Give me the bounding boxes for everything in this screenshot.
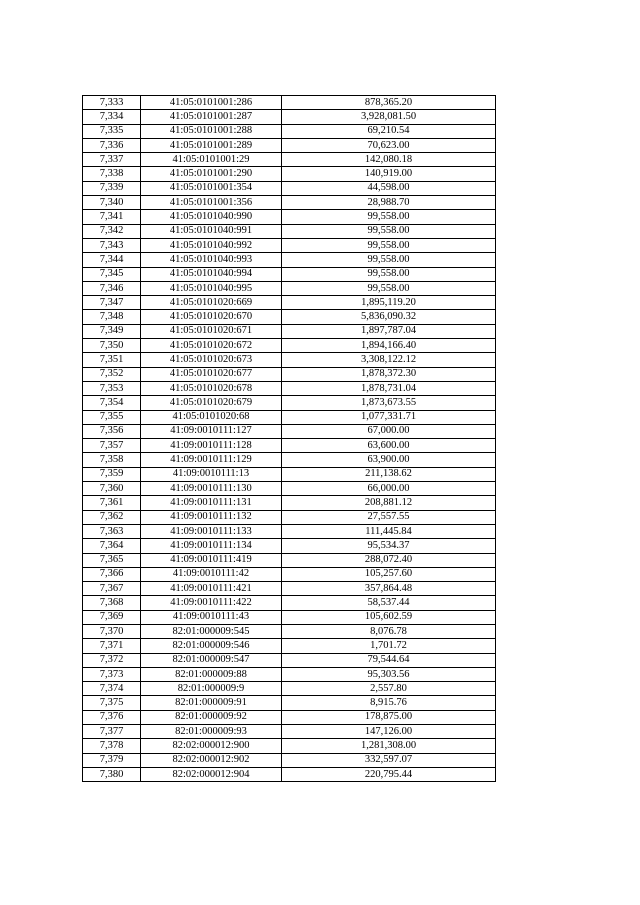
value-cell: 1,701.72 bbox=[282, 639, 496, 653]
cadastral-number-cell: 82:02:000012:900 bbox=[141, 739, 282, 753]
row-number-cell: 7,334 bbox=[83, 110, 141, 124]
cadastral-number-cell: 41:05:0101020:672 bbox=[141, 339, 282, 353]
row-number-cell: 7,346 bbox=[83, 281, 141, 295]
row-number-cell: 7,340 bbox=[83, 196, 141, 210]
cadastral-number-cell: 41:09:0010111:421 bbox=[141, 582, 282, 596]
cadastral-number-cell: 41:09:0010111:134 bbox=[141, 539, 282, 553]
value-cell: 95,303.56 bbox=[282, 667, 496, 681]
value-cell: 1,895,119.20 bbox=[282, 296, 496, 310]
table-row bbox=[83, 639, 496, 653]
value-cell: 2,557.80 bbox=[282, 682, 496, 696]
table-row bbox=[83, 196, 496, 210]
value-cell: 878,365.20 bbox=[282, 96, 496, 110]
row-number-cell: 7,347 bbox=[83, 296, 141, 310]
cadastral-number-cell: 41:09:0010111:131 bbox=[141, 496, 282, 510]
value-cell: 99,558.00 bbox=[282, 253, 496, 267]
cadastral-number-cell: 41:05:0101001:288 bbox=[141, 124, 282, 138]
table-row bbox=[83, 524, 496, 538]
row-number-cell: 7,348 bbox=[83, 310, 141, 324]
row-number-cell: 7,337 bbox=[83, 153, 141, 167]
row-number-cell: 7,356 bbox=[83, 424, 141, 438]
table-row bbox=[83, 653, 496, 667]
row-number-cell: 7,343 bbox=[83, 238, 141, 252]
cadastral-number-cell: 41:09:0010111:129 bbox=[141, 453, 282, 467]
row-number-cell: 7,360 bbox=[83, 482, 141, 496]
table-row bbox=[83, 181, 496, 195]
table-row bbox=[83, 381, 496, 395]
row-number-cell: 7,333 bbox=[83, 96, 141, 110]
row-number-cell: 7,350 bbox=[83, 339, 141, 353]
cadastral-number-cell: 41:09:0010111:422 bbox=[141, 596, 282, 610]
cadastral-number-cell: 41:05:0101001:286 bbox=[141, 96, 282, 110]
table-row bbox=[83, 138, 496, 152]
value-cell: 99,558.00 bbox=[282, 224, 496, 238]
value-cell: 5,836,090.32 bbox=[282, 310, 496, 324]
value-cell: 99,558.00 bbox=[282, 210, 496, 224]
row-number-cell: 7,378 bbox=[83, 739, 141, 753]
row-number-cell: 7,352 bbox=[83, 367, 141, 381]
cadastral-number-cell: 41:09:0010111:127 bbox=[141, 424, 282, 438]
cadastral-number-cell: 41:05:0101001:356 bbox=[141, 196, 282, 210]
cadastral-number-cell: 82:01:000009:545 bbox=[141, 624, 282, 638]
value-cell: 8,076.78 bbox=[282, 624, 496, 638]
value-cell: 44,598.00 bbox=[282, 181, 496, 195]
table-row bbox=[83, 253, 496, 267]
row-number-cell: 7,371 bbox=[83, 639, 141, 653]
value-cell: 99,558.00 bbox=[282, 281, 496, 295]
cadastral-number-cell: 41:05:0101040:995 bbox=[141, 281, 282, 295]
row-number-cell: 7,339 bbox=[83, 181, 141, 195]
table-row bbox=[83, 210, 496, 224]
cadastral-number-cell: 82:01:000009:546 bbox=[141, 639, 282, 653]
table-row bbox=[83, 238, 496, 252]
value-cell: 1,873,673.55 bbox=[282, 396, 496, 410]
table-row bbox=[83, 324, 496, 338]
row-number-cell: 7,373 bbox=[83, 667, 141, 681]
table-row bbox=[83, 396, 496, 410]
value-cell: 99,558.00 bbox=[282, 238, 496, 252]
cadastral-number-cell: 41:09:0010111:13 bbox=[141, 467, 282, 481]
value-cell: 357,864.48 bbox=[282, 582, 496, 596]
value-cell: 3,928,081.50 bbox=[282, 110, 496, 124]
row-number-cell: 7,359 bbox=[83, 467, 141, 481]
table-row bbox=[83, 110, 496, 124]
cadastral-number-cell: 82:02:000012:904 bbox=[141, 767, 282, 781]
cadastral-number-cell: 41:05:0101020:679 bbox=[141, 396, 282, 410]
value-cell: 66,000.00 bbox=[282, 482, 496, 496]
cadastral-number-cell: 82:01:000009:9 bbox=[141, 682, 282, 696]
value-cell: 70,623.00 bbox=[282, 138, 496, 152]
table-row bbox=[83, 424, 496, 438]
row-number-cell: 7,369 bbox=[83, 610, 141, 624]
row-number-cell: 7,361 bbox=[83, 496, 141, 510]
cadastral-number-cell: 41:09:0010111:419 bbox=[141, 553, 282, 567]
value-cell: 95,534.37 bbox=[282, 539, 496, 553]
row-number-cell: 7,353 bbox=[83, 381, 141, 395]
table-row bbox=[83, 567, 496, 581]
table-row bbox=[83, 725, 496, 739]
value-cell: 69,210.54 bbox=[282, 124, 496, 138]
value-cell: 105,602.59 bbox=[282, 610, 496, 624]
cadastral-number-cell: 41:09:0010111:128 bbox=[141, 439, 282, 453]
table-row bbox=[83, 353, 496, 367]
table-row bbox=[83, 482, 496, 496]
table-row bbox=[83, 267, 496, 281]
table-row bbox=[83, 596, 496, 610]
row-number-cell: 7,375 bbox=[83, 696, 141, 710]
value-cell: 1,897,787.04 bbox=[282, 324, 496, 338]
cadastral-number-cell: 41:09:0010111:43 bbox=[141, 610, 282, 624]
value-cell: 63,900.00 bbox=[282, 453, 496, 467]
value-cell: 105,257.60 bbox=[282, 567, 496, 581]
row-number-cell: 7,351 bbox=[83, 353, 141, 367]
value-cell: 208,881.12 bbox=[282, 496, 496, 510]
cadastral-number-cell: 41:05:0101001:289 bbox=[141, 138, 282, 152]
row-number-cell: 7,370 bbox=[83, 624, 141, 638]
table-body bbox=[83, 96, 496, 782]
value-cell: 28,988.70 bbox=[282, 196, 496, 210]
value-cell: 211,138.62 bbox=[282, 467, 496, 481]
table-row bbox=[83, 496, 496, 510]
data-table bbox=[82, 95, 496, 782]
cadastral-number-cell: 41:05:0101001:290 bbox=[141, 167, 282, 181]
row-number-cell: 7,374 bbox=[83, 682, 141, 696]
cadastral-number-cell: 41:05:0101040:994 bbox=[141, 267, 282, 281]
cadastral-number-cell: 41:09:0010111:132 bbox=[141, 510, 282, 524]
table-row bbox=[83, 224, 496, 238]
value-cell: 99,558.00 bbox=[282, 267, 496, 281]
value-cell: 1,894,166.40 bbox=[282, 339, 496, 353]
value-cell: 178,875.00 bbox=[282, 710, 496, 724]
value-cell: 27,557.55 bbox=[282, 510, 496, 524]
row-number-cell: 7,362 bbox=[83, 510, 141, 524]
table-row bbox=[83, 767, 496, 781]
table-row bbox=[83, 153, 496, 167]
cadastral-number-cell: 41:05:0101020:673 bbox=[141, 353, 282, 367]
row-number-cell: 7,336 bbox=[83, 138, 141, 152]
row-number-cell: 7,355 bbox=[83, 410, 141, 424]
row-number-cell: 7,357 bbox=[83, 439, 141, 453]
table-row bbox=[83, 739, 496, 753]
value-cell: 332,597.07 bbox=[282, 753, 496, 767]
table-row bbox=[83, 624, 496, 638]
row-number-cell: 7,376 bbox=[83, 710, 141, 724]
row-number-cell: 7,335 bbox=[83, 124, 141, 138]
table-row bbox=[83, 367, 496, 381]
row-number-cell: 7,341 bbox=[83, 210, 141, 224]
value-cell: 1,077,331.71 bbox=[282, 410, 496, 424]
row-number-cell: 7,379 bbox=[83, 753, 141, 767]
cadastral-number-cell: 41:05:0101001:29 bbox=[141, 153, 282, 167]
row-number-cell: 7,366 bbox=[83, 567, 141, 581]
value-cell: 79,544.64 bbox=[282, 653, 496, 667]
value-cell: 142,080.18 bbox=[282, 153, 496, 167]
value-cell: 1,281,308.00 bbox=[282, 739, 496, 753]
table-row bbox=[83, 124, 496, 138]
value-cell: 3,308,122.12 bbox=[282, 353, 496, 367]
table-row bbox=[83, 281, 496, 295]
cadastral-number-cell: 41:05:0101040:990 bbox=[141, 210, 282, 224]
cadastral-number-cell: 41:05:0101001:354 bbox=[141, 181, 282, 195]
cadastral-number-cell: 41:05:0101020:670 bbox=[141, 310, 282, 324]
cadastral-number-cell: 41:05:0101020:678 bbox=[141, 381, 282, 395]
row-number-cell: 7,380 bbox=[83, 767, 141, 781]
value-cell: 111,445.84 bbox=[282, 524, 496, 538]
cadastral-number-cell: 82:01:000009:88 bbox=[141, 667, 282, 681]
table-row bbox=[83, 410, 496, 424]
value-cell: 140,919.00 bbox=[282, 167, 496, 181]
cadastral-number-cell: 82:01:000009:93 bbox=[141, 725, 282, 739]
cadastral-number-cell: 41:05:0101040:993 bbox=[141, 253, 282, 267]
row-number-cell: 7,363 bbox=[83, 524, 141, 538]
row-number-cell: 7,354 bbox=[83, 396, 141, 410]
table-row bbox=[83, 339, 496, 353]
cadastral-number-cell: 82:01:000009:92 bbox=[141, 710, 282, 724]
cadastral-number-cell: 41:05:0101020:671 bbox=[141, 324, 282, 338]
table-row bbox=[83, 310, 496, 324]
table-row bbox=[83, 467, 496, 481]
row-number-cell: 7,344 bbox=[83, 253, 141, 267]
cadastral-number-cell: 82:01:000009:91 bbox=[141, 696, 282, 710]
table-row bbox=[83, 539, 496, 553]
row-number-cell: 7,358 bbox=[83, 453, 141, 467]
table-row bbox=[83, 582, 496, 596]
cadastral-number-cell: 41:09:0010111:42 bbox=[141, 567, 282, 581]
value-cell: 220,795.44 bbox=[282, 767, 496, 781]
table-row bbox=[83, 553, 496, 567]
row-number-cell: 7,365 bbox=[83, 553, 141, 567]
table-row bbox=[83, 710, 496, 724]
row-number-cell: 7,367 bbox=[83, 582, 141, 596]
cadastral-number-cell: 41:09:0010111:133 bbox=[141, 524, 282, 538]
cadastral-number-cell: 41:05:0101040:991 bbox=[141, 224, 282, 238]
value-cell: 63,600.00 bbox=[282, 439, 496, 453]
row-number-cell: 7,345 bbox=[83, 267, 141, 281]
cadastral-number-cell: 41:05:0101020:669 bbox=[141, 296, 282, 310]
row-number-cell: 7,368 bbox=[83, 596, 141, 610]
table-row bbox=[83, 753, 496, 767]
table-row bbox=[83, 96, 496, 110]
cadastral-number-cell: 41:05:0101040:992 bbox=[141, 238, 282, 252]
row-number-cell: 7,377 bbox=[83, 725, 141, 739]
value-cell: 8,915.76 bbox=[282, 696, 496, 710]
row-number-cell: 7,342 bbox=[83, 224, 141, 238]
table-row bbox=[83, 453, 496, 467]
table-row bbox=[83, 682, 496, 696]
table-row bbox=[83, 610, 496, 624]
table-row bbox=[83, 696, 496, 710]
cadastral-number-cell: 41:09:0010111:130 bbox=[141, 482, 282, 496]
table-row bbox=[83, 667, 496, 681]
value-cell: 147,126.00 bbox=[282, 725, 496, 739]
value-cell: 1,878,372.30 bbox=[282, 367, 496, 381]
value-cell: 1,878,731.04 bbox=[282, 381, 496, 395]
row-number-cell: 7,364 bbox=[83, 539, 141, 553]
cadastral-number-cell: 41:05:0101001:287 bbox=[141, 110, 282, 124]
table-row bbox=[83, 510, 496, 524]
row-number-cell: 7,349 bbox=[83, 324, 141, 338]
row-number-cell: 7,338 bbox=[83, 167, 141, 181]
cadastral-number-cell: 41:05:0101020:677 bbox=[141, 367, 282, 381]
cadastral-number-cell: 82:01:000009:547 bbox=[141, 653, 282, 667]
row-number-cell: 7,372 bbox=[83, 653, 141, 667]
value-cell: 58,537.44 bbox=[282, 596, 496, 610]
table-row bbox=[83, 296, 496, 310]
cadastral-number-cell: 41:05:0101020:68 bbox=[141, 410, 282, 424]
table-row bbox=[83, 167, 496, 181]
table-row bbox=[83, 439, 496, 453]
cadastral-number-cell: 82:02:000012:902 bbox=[141, 753, 282, 767]
value-cell: 67,000.00 bbox=[282, 424, 496, 438]
value-cell: 288,072.40 bbox=[282, 553, 496, 567]
